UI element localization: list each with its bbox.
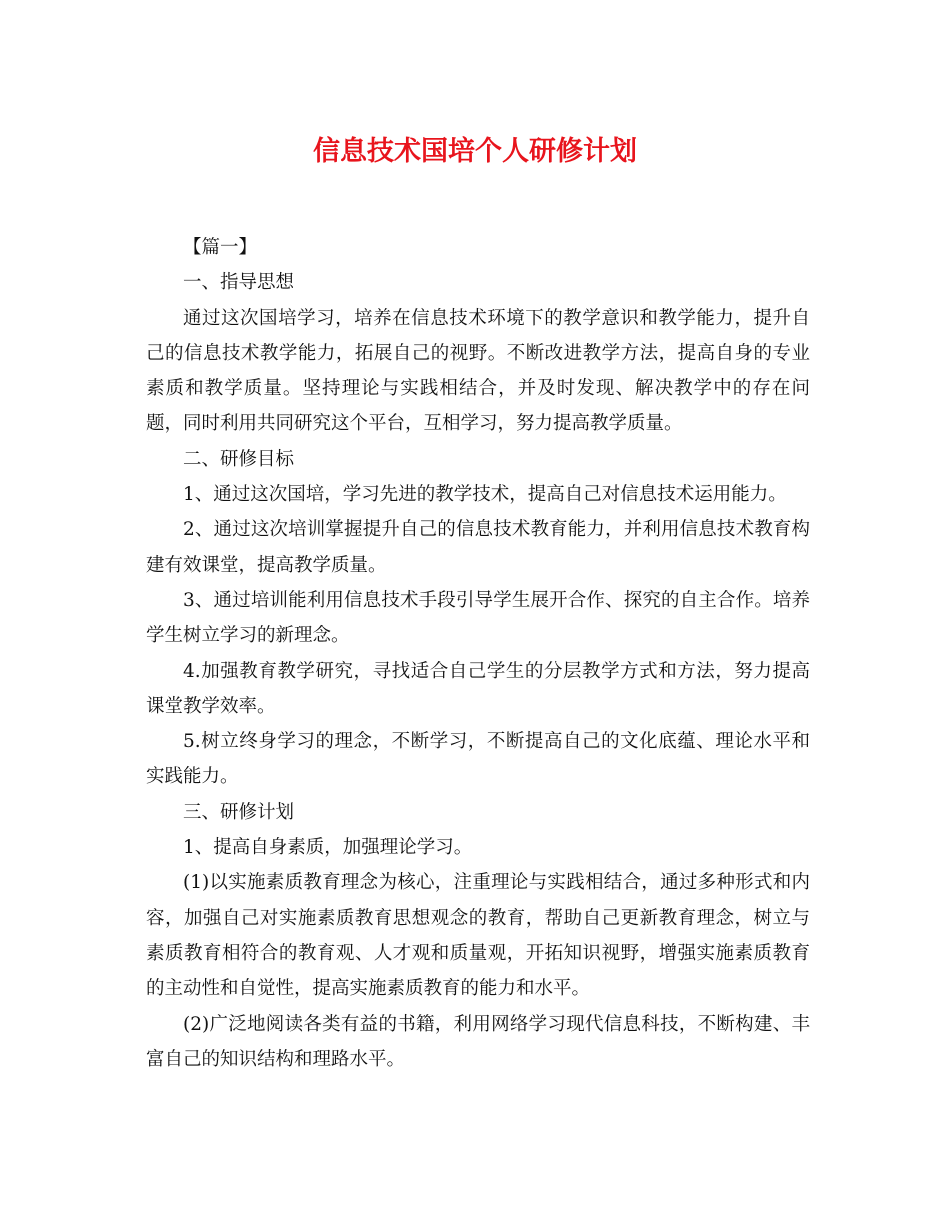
- document-title: 信息技术国培个人研修计划: [313, 136, 637, 167]
- heading-study-plan: 三、研修计划: [183, 801, 295, 823]
- document-body: [146, 230, 810, 1077]
- goal-item-3: 3、通过培训能利用信息技术手段引导学生展开合作、探究的自主合作。培养学生树立学习的新理念。: [146, 589, 810, 647]
- goal-item-4: 4.加强教育教学研究，寻找适合自己学生的分层教学方式和方法，努力提高课堂教学效率。: [146, 660, 810, 717]
- plan-subitem-1: (1)以实施素质教育理念为核心，注重理论与实践相结合，通过多种形式和内容，加强自己对实施素质教育思想观念的教育，帮助自己更新教育理念，树立与素质教育相符合的教育观、人才观和质量观，开拓知识视野，增强实施素质教育的主动性和自觉性，提高实施素质教育的能力和水平。: [146, 872, 810, 1000]
- heading-guiding-idea: 一、指导思想: [183, 272, 295, 294]
- plan-subitem-2: (2)广泛地阅读各类有益的书籍，利用网络学习现代信息科技，不断构建、丰富自己的知识结构和理路水平。: [146, 1013, 810, 1070]
- plan-item-1: 1、提高自身素质，加强理论学习。: [183, 837, 473, 859]
- goal-item-1: 1、通过这次国培，学习先进的教学技术，提高自己对信息技术运用能力。: [183, 484, 787, 506]
- heading-study-goals: 二、研修目标: [183, 448, 295, 470]
- paragraph-guiding-idea: 通过这次国培学习，培养在信息技术环境下的教学意识和教学能力，提升自己的信息技术教学能力，拓展自己的视野。不断改进教学方法，提高自身的专业素质和教学质量。坚持理论与实践相结合，并及时发现、解决教学中的存在问题，同时利用共同研究这个平台，互相学习，努力提高教学质量。: [146, 307, 810, 435]
- section-marker: 【篇一】: [183, 237, 258, 258]
- goal-item-5: 5.树立终身学习的理念，不断学习，不断提高自己的文化底蕴、理论水平和实践能力。: [146, 731, 810, 788]
- goal-item-2: 2、通过这次培训掌握提升自己的信息技术教育能力，并利用信息技术教育构建有效课堂，提高教学质量。: [146, 519, 810, 576]
